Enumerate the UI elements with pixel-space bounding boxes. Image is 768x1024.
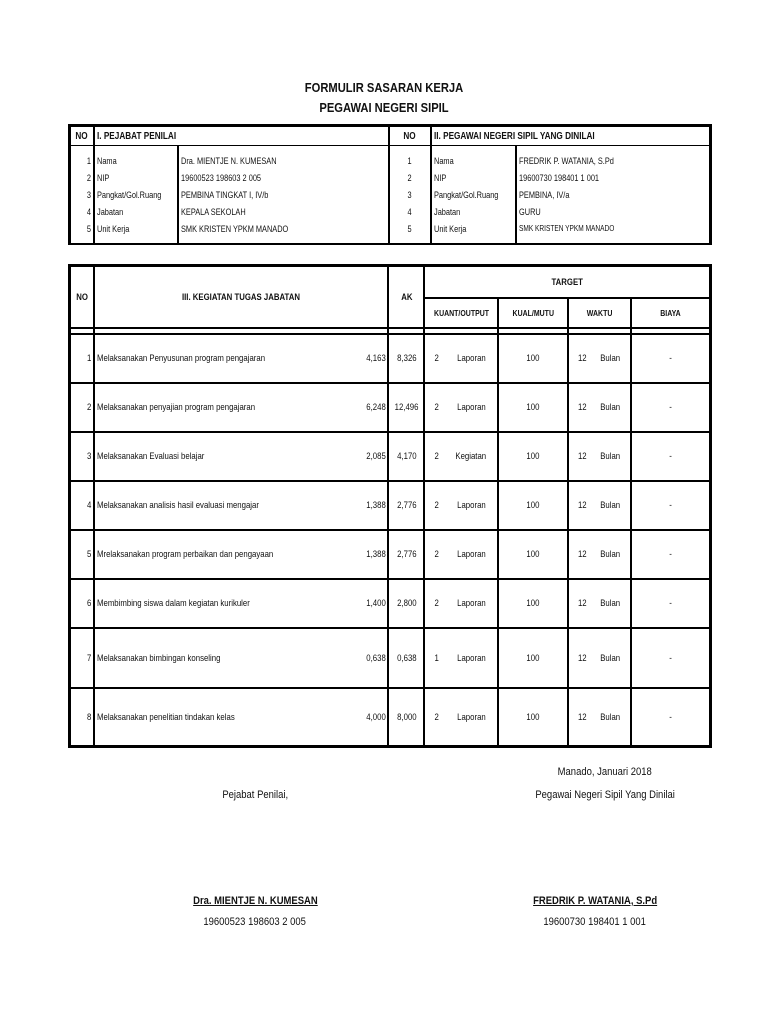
officials-table xyxy=(68,124,712,245)
form-title: FORMULIR SASARAN KERJA xyxy=(304,80,464,95)
activities-table xyxy=(68,264,712,748)
employee-signature-name: FREDRIK P. WATANIA, S.Pd xyxy=(532,895,658,907)
info-row: 3 Pangkat/Gol.Ruang PEMBINA TINGKAT I, IV/b 3 Pangkat/Gol.Ruang PEMBINA, IV/a xyxy=(70,186,710,203)
table-row: 3 Melaksanakan Evaluasi belajar 2,085 4,170 2 Kegiatan 100 12 Bulan - xyxy=(70,432,710,481)
table-row: 7 Melaksanakan bimbingan konseling 0,638 0,638 1 Laporan 100 12 Bulan - xyxy=(70,628,710,688)
evaluator-signature-name: Dra. MIENTJE N. KUMESAN xyxy=(192,895,318,907)
cost-column-header: BIAYA xyxy=(631,298,710,328)
table-row: 5 Mrelaksanakan program perbaikan dan pengayaan 1,388 2,776 2 Laporan 100 12 Bulan - xyxy=(70,530,710,579)
info-row: 4 Jabatan KEPALA SEKOLAH 4 Jabatan GURU xyxy=(70,203,710,220)
employee-header: II. PEGAWAI NEGERI SIPIL YANG DINILAI xyxy=(431,126,710,146)
table-row: 6 Membimbing siswa dalam kegiatan kurikuler 1,400 2,800 2 Laporan 100 12 Bulan - xyxy=(70,579,710,628)
quality-column-header: KUAL/MUTU xyxy=(498,298,568,328)
no-column-header: NO xyxy=(70,266,94,328)
table-row: 8 Melaksanakan penelitian tindakan kelas 4,000 8,000 2 Laporan 100 12 Bulan - xyxy=(70,688,710,746)
evaluator-signature-nip: 19600523 198603 2 005 xyxy=(203,916,307,928)
no-header: NO xyxy=(70,126,94,146)
table-row: 1 Melaksanakan Penyusunan program pengajaran 4,163 8,326 2 Laporan 100 12 Bulan - xyxy=(70,334,710,383)
info-row: 5 Unit Kerja SMK KRISTEN YPKM MANADO 5 Unit Kerja SMK KRISTEN YPKM MANADO xyxy=(70,220,710,237)
no-header-right: NO xyxy=(389,126,431,146)
employee-signature-nip: 19600730 198401 1 001 xyxy=(543,916,647,928)
evaluator-header: I. PEJABAT PENILAI xyxy=(94,126,389,146)
ak-column-header: AK xyxy=(388,266,424,328)
activity-column-header: III. KEGIATAN TUGAS JABATAN xyxy=(94,266,389,328)
table-row: 4 Melaksanakan analisis hasil evaluasi mengajar 1,388 2,776 2 Laporan 100 12 Bulan - xyxy=(70,481,710,530)
table-row: 2 Melaksanakan penyajian program pengajaran 6,248 12,496 2 Laporan 100 12 Bulan - xyxy=(70,383,710,432)
target-header: TARGET xyxy=(424,266,710,298)
place-date: Manado, Januari 2018 xyxy=(557,766,653,778)
time-column-header: WAKTU xyxy=(568,298,631,328)
employee-role: Pegawai Negeri Sipil Yang Dinilai xyxy=(535,789,675,801)
evaluator-role: Pejabat Penilai, xyxy=(222,789,288,801)
info-row: 1 Nama Dra. MIENTJE N. KUMESAN 1 Nama FREDRIK P. WATANIA, S.Pd xyxy=(70,152,710,169)
form-subtitle: PEGAWAI NEGERI SIPIL xyxy=(319,100,449,115)
info-row: 2 NIP 19600523 198603 2 005 2 NIP 19600730 198401 1 001 xyxy=(70,169,710,186)
output-column-header: KUANT/OUTPUT xyxy=(424,298,498,328)
